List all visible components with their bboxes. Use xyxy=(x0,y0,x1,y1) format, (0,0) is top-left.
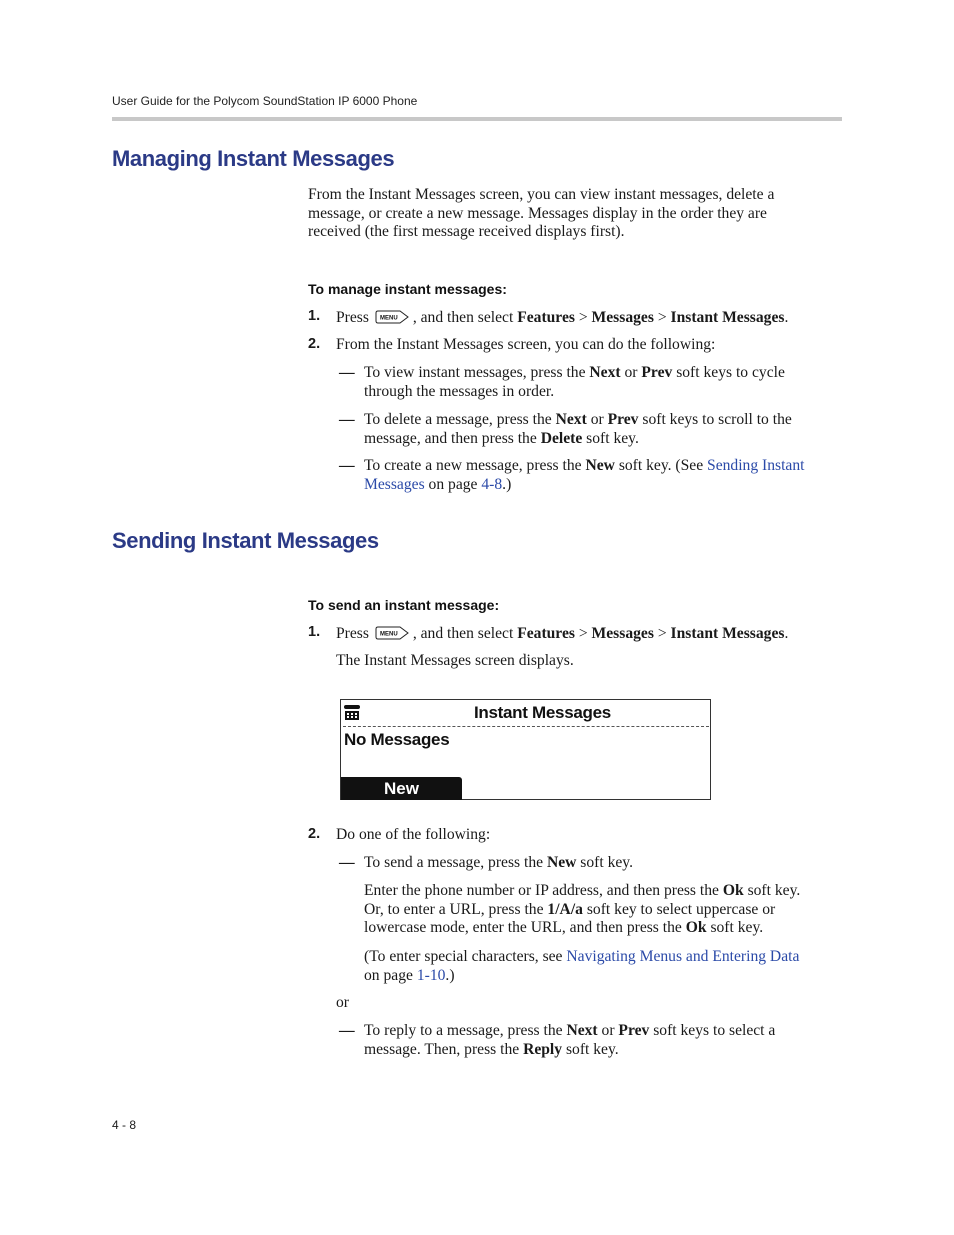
menu-key-icon xyxy=(375,308,411,332)
link-navigating-menus[interactable]: Navigating Menus and Entering Data xyxy=(566,948,800,965)
step-number: 1. xyxy=(308,308,321,324)
screen-separator xyxy=(343,726,709,727)
handset-icon xyxy=(343,703,361,725)
link-page-1-10[interactable]: 1-10 xyxy=(416,966,446,984)
step2-send: Do one of the following: xyxy=(336,826,491,843)
bullet-view: To view instant messages, press the Next or Prev soft keys to cycle through the messages in order. xyxy=(364,364,785,400)
section-title-managing: Managing Instant Messages xyxy=(112,146,395,171)
step1-result: The Instant Messages screen displays. xyxy=(336,652,574,669)
bullet-create: To create a new message, press the New soft key. (See Sending Instant Messages on page 4-8.) xyxy=(364,457,805,493)
running-header: User Guide for the Polycom SoundStation IP 6000 Phone xyxy=(112,94,418,108)
menu-key-label: MENU xyxy=(379,631,398,638)
phone-screen xyxy=(340,699,711,800)
bullet-delete: To delete a message, press the Next or Prev soft keys to scroll to the message, and then press the Delete soft key. xyxy=(364,411,792,447)
step-number: 2. xyxy=(308,826,321,842)
screen-title: Instant Messages xyxy=(474,703,611,722)
dash-bullet: — xyxy=(339,1022,355,1039)
new-softkey[interactable]: New xyxy=(341,777,462,800)
step1-send: Press MENU , and then select Features > Messages > Instant Messages. xyxy=(336,624,788,648)
bullet-reply: To reply to a message, press the Next or Prev soft keys to select a message. Then, press the Reply soft key. xyxy=(364,1022,776,1058)
screen-message: No Messages xyxy=(344,730,450,749)
section-title-sending: Sending Instant Messages xyxy=(112,528,379,553)
link-page-4-8[interactable]: 4-8 xyxy=(481,475,503,493)
or-separator: or xyxy=(336,994,349,1011)
step-number: 1. xyxy=(308,624,321,640)
dash-bullet: — xyxy=(339,364,355,381)
page-number: 4 - 8 xyxy=(112,1118,137,1132)
procedure-title-manage: To manage instant messages: xyxy=(308,281,507,297)
header-rule xyxy=(112,117,842,121)
menu-key-icon xyxy=(375,624,411,648)
intro-paragraph: From the Instant Messages screen, you can view instant messages, delete a message, or create a new message. Messages display in the order they are received (the first message received displays first). xyxy=(308,186,775,240)
special-chars-paragraph: (To enter special characters, see Navigating Menus and Entering Data on page 1-10.) xyxy=(364,948,800,984)
link-sending-instant-messages[interactable]: Sending Instant xyxy=(707,457,805,474)
dash-bullet: — xyxy=(339,411,355,428)
menu-key-label: MENU xyxy=(379,315,398,322)
dash-bullet: — xyxy=(339,854,355,871)
dash-bullet: — xyxy=(339,457,355,474)
procedure-title-send: To send an instant message: xyxy=(308,597,500,613)
bullet-send-new: To send a message, press the New soft key. xyxy=(364,854,633,871)
enter-number-paragraph: Enter the phone number or IP address, and then press the Ok soft key. Or, to enter a URL, press the 1/A/a soft key to select uppercase or lowercase mode, enter the URL, and then press the Ok soft key. xyxy=(364,882,801,936)
link-sending-instant-messages-cont[interactable]: Messages xyxy=(364,475,425,493)
step1-manage: Press MENU , and then select Features > Messages > Instant Messages. xyxy=(336,308,788,332)
step-number: 2. xyxy=(308,336,321,352)
step2-manage: From the Instant Messages screen, you can do the following: xyxy=(336,336,716,353)
